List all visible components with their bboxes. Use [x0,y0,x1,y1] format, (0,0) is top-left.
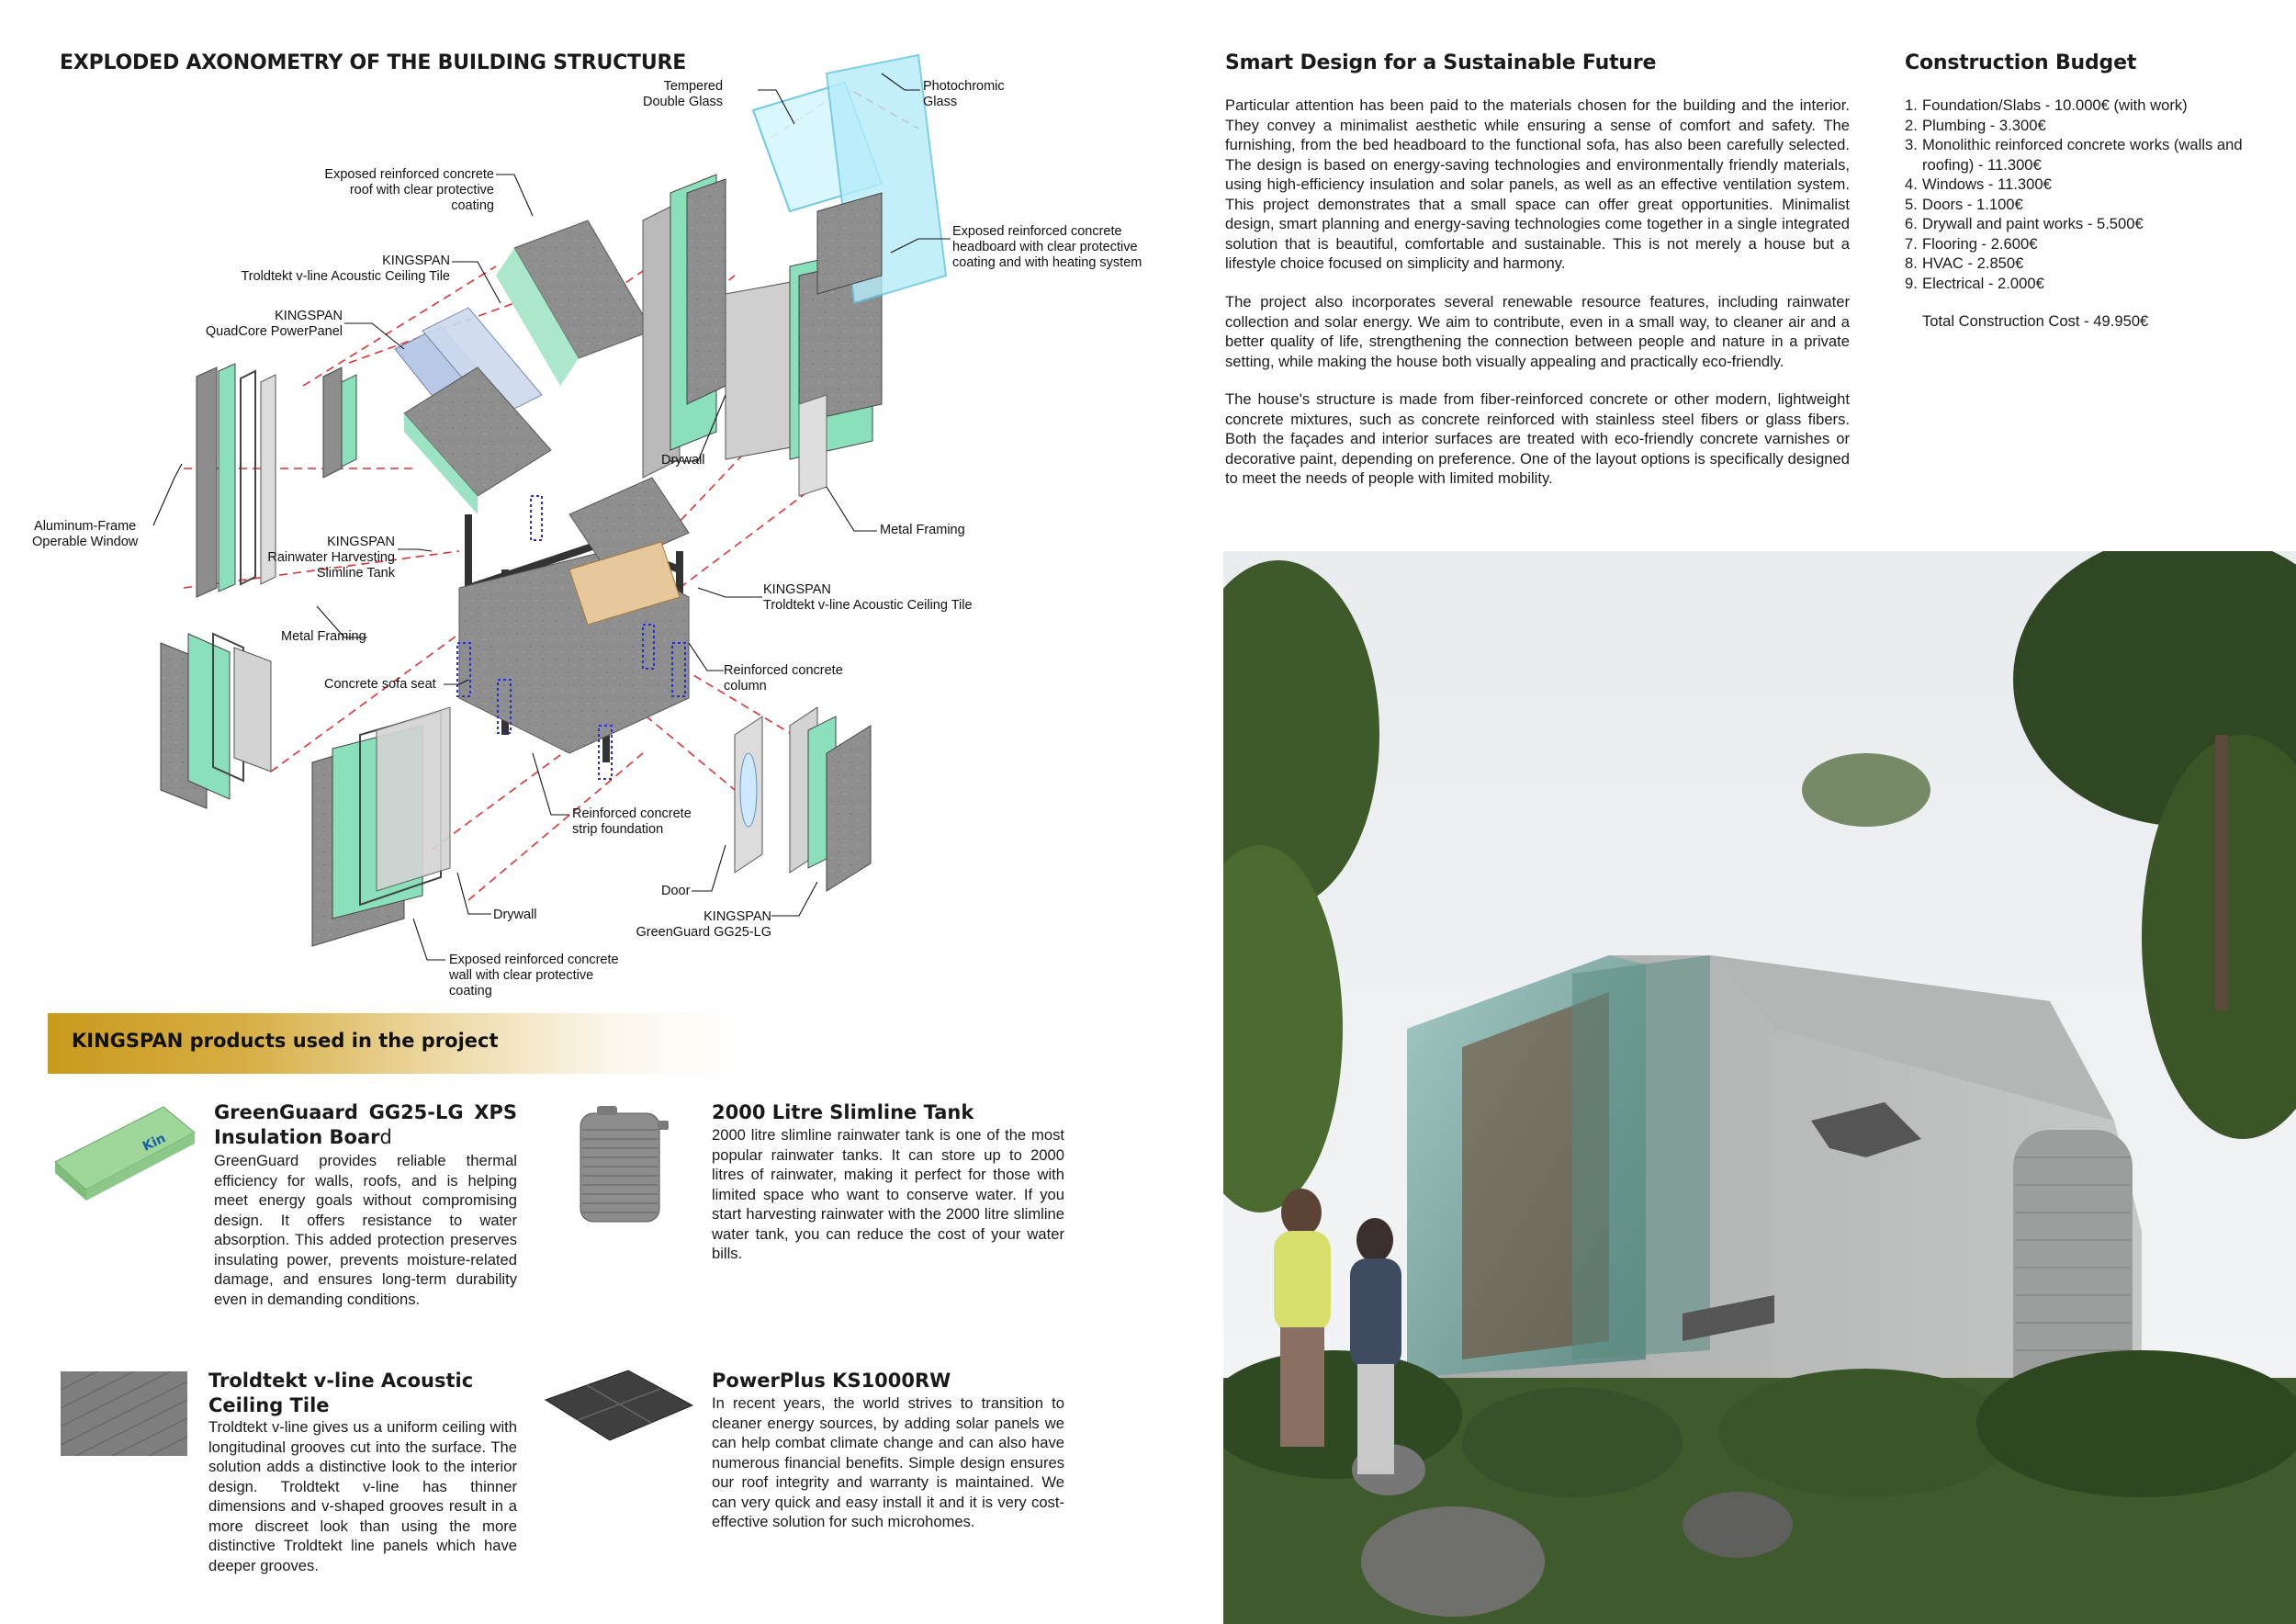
lower-wall-large [312,707,450,946]
label-greenguard: KINGSPAN GreenGuard GG25-LG [636,909,771,940]
budget-item [1905,135,2268,175]
greenguard-board-image [53,1105,197,1215]
budget-item [1905,214,2268,234]
smart-design-paragraph-3: The house's structure is made from fiber-reinforced concrete or other modern, lightweight concrete mixtures, such as concrete reinforced with stainless steel fibers or glass fibers. Both the façades and interior surfaces are treated with eco-friendly concrete varnishes or decorative paint, depending on preference. One of the layout options is specifically designed to meet the needs of people with limited mobility. [1225,390,1850,487]
budget-item-text: Plumbing - 3.300€ [1922,116,2046,134]
label-wall: Exposed reinforced concrete wall with clear protective coating [449,953,619,998]
label-metal-framing-right: Metal Framing [880,523,965,537]
slimline-tank-image [569,1102,680,1231]
budget-item-text: HVAC - 2.850€ [1922,254,2024,272]
label-photochromic-glass: Photochromic Glass [923,79,1005,109]
house-render-image [1223,551,2296,1624]
powerplus-panel-image [544,1369,694,1444]
budget-item-text: Drywall and paint works - 5.500€ [1922,215,2144,232]
budget-item-number: 7. [1905,234,1918,253]
label-window: Aluminum-Frame Operable Window [32,519,139,549]
label-slimline-tank: KINGSPAN Rainwater Harvesting Slimline Tank [267,535,395,581]
budget-item-number: 4. [1905,175,1918,193]
product-greenguard-text: GreenGuard provides reliable thermal efficiency for walls, roofs, and is helping meet energy goals without compromising design. It offers resistance to water absorption. This added protection preserves insulating power, prevents moisture-related damage, and ensures long-term durability even in demanding conditions. [214,1152,517,1308]
kingspan-banner-title: KINGSPAN products used in the project [72,1030,499,1052]
glass-panels [753,55,946,303]
budget-item-number: 2. [1905,116,1918,134]
label-roof: Exposed reinforced concrete roof with clear protective coating [324,167,494,213]
label-sofa-seat: Concrete sofa seat [324,677,436,692]
label-tempered-glass: Tempered Double Glass [643,79,724,109]
label-strip-foundation: Reinforced concrete strip foundation [572,806,692,837]
smart-design-title: Smart Design for a Sustainable Future [1225,51,1657,74]
budget-item-number: 9. [1905,274,1918,292]
budget-item-number: 6. [1905,215,1918,232]
roof-slab [496,220,652,386]
budget-item [1905,195,2268,215]
label-metal-framing-left: Metal Framing [281,629,366,644]
budget-item [1905,116,2268,136]
product-tank-text: 2000 litre slimline rainwater tank is one of the most popular rainwater tanks. It can store up to 2000 litres of rainwater, making it perfect for those with limited space who want to conserve water. If you start harvesting rainwater with the 2000 litre slimline water tank, you can reduce the cost of your water bills. [712,1126,1064,1262]
budget-item-number: 8. [1905,254,1918,272]
budget-item [1905,254,2268,274]
door-layers [735,707,871,891]
label-troldtekt-top: KINGSPAN Troldtekt v-line Acoustic Ceiling Tile [241,254,450,284]
budget-item [1905,274,2268,294]
product-tank-title: 2000 Litre Slimline Tank [712,1101,974,1123]
budget-total: Total Construction Cost - 49.950€ [1922,312,2149,330]
budget-item [1905,96,2268,116]
budget-title: Construction Budget [1905,51,2137,74]
label-headboard: Exposed reinforced concrete headboard with clear protective coating and with heating system [952,224,1142,270]
budget-item-number: 1. [1905,96,1918,114]
label-drywall-bottom: Drywall [493,908,537,922]
budget-item-text: Foundation/Slabs - 10.000€ (with work) [1922,96,2188,114]
budget-item-text: Doors - 1.100€ [1922,195,2023,213]
budget-list [1905,96,2268,293]
product-greenguard-title [214,1100,517,1150]
label-quadcore: KINGSPAN QuadCore PowerPanel [205,309,343,339]
budget-item-text: Windows - 11.300€ [1922,175,2052,193]
product-troldtekt-text: Troldtekt v-line gives us a uniform ceiling with longitudinal grooves cut into the surface. The solution adds a distinctive look to the interior design. Troldtekt v-line has thinner dimensions and v-shaped grooves result in a more discreet look than using the more distinctive Troldtekt line panels which have deeper grooves. [208,1418,517,1574]
product-greenguard-title-tail: d [379,1126,392,1148]
budget-item-number: 3. [1905,136,1918,153]
label-troldtekt-mid: KINGSPAN Troldtekt v-line Acoustic Ceiling Tile [763,582,973,613]
budget-item-text: Flooring - 2.600€ [1922,234,2038,253]
exploded-axonometry-diagram [0,0,1194,1010]
smart-design-paragraph-2: The project also incorporates several renewable resource features, including rainwater collection and solar energy. We aim to contribute, even in a small way, to cleaner air and a better quality of life, strengthening the connection between people and nature in a private setting, while making the house both visually appealing and practically eco-friendly. [1225,293,1850,370]
axonometry-title: EXPLODED AXONOMETRY OF THE BUILDING STRUCTURE [60,51,687,74]
svg-text:Kin: Kin [140,1131,168,1155]
budget-item-text: Electrical - 2.000€ [1922,274,2044,292]
label-door: Door [661,884,691,898]
budget-item [1905,234,2268,254]
product-powerplus-text: In recent years, the world strives to transition to cleaner energy sources, by adding solar panels we can help combat climate change and can also have numerous financial benefits. Simple design ensures our roof integrity and warranty is maintained. We can very quick and easy install it and it is very cost-effective solution for such microhomes. [712,1394,1064,1530]
product-troldtekt-title: Troldtekt v-line Acoustic Ceiling Tile [208,1370,474,1416]
label-column: Reinforced concrete column [724,663,843,694]
budget-item-text: Monolithic reinforced concrete works (walls and roofing) - 11.300€ [1922,136,2243,174]
budget-item [1905,175,2268,195]
label-drywall-top: Drywall [661,453,705,468]
product-powerplus-title: PowerPlus KS1000RW [712,1370,951,1392]
lower-left-wall-layers [161,634,271,808]
product-greenguard-title-main: GreenGuaard GG25-LG XPS Insulation Boar [214,1101,517,1148]
smart-design-paragraph-1: Particular attention has been paid to the materials chosen for the building and the interior. They convey a minimalist aesthetic while ensuring a sense of comfort and safety. The furnishing, from the bed headboard to the functional sofa, has also been carefully selected. The design is based on energy-saving technologies and environmentally friendly materials, using high-efficiency insulation and solar panels, as well as an effective ventilation system. This project demonstrates that a small space can offer great opportunities. Minimalist design, smart planning and energy-saving technologies come together in a single integrated solution that is beautiful, comfortable and sustainable. This is not merely a house but a lifestyle choice focused on simplicity and harmony. [1225,96,1850,272]
house [1407,955,2142,1415]
budget-item-number: 5. [1905,195,1918,213]
troldtekt-tile-image [61,1371,187,1456]
kingspan-banner [48,1013,746,1074]
